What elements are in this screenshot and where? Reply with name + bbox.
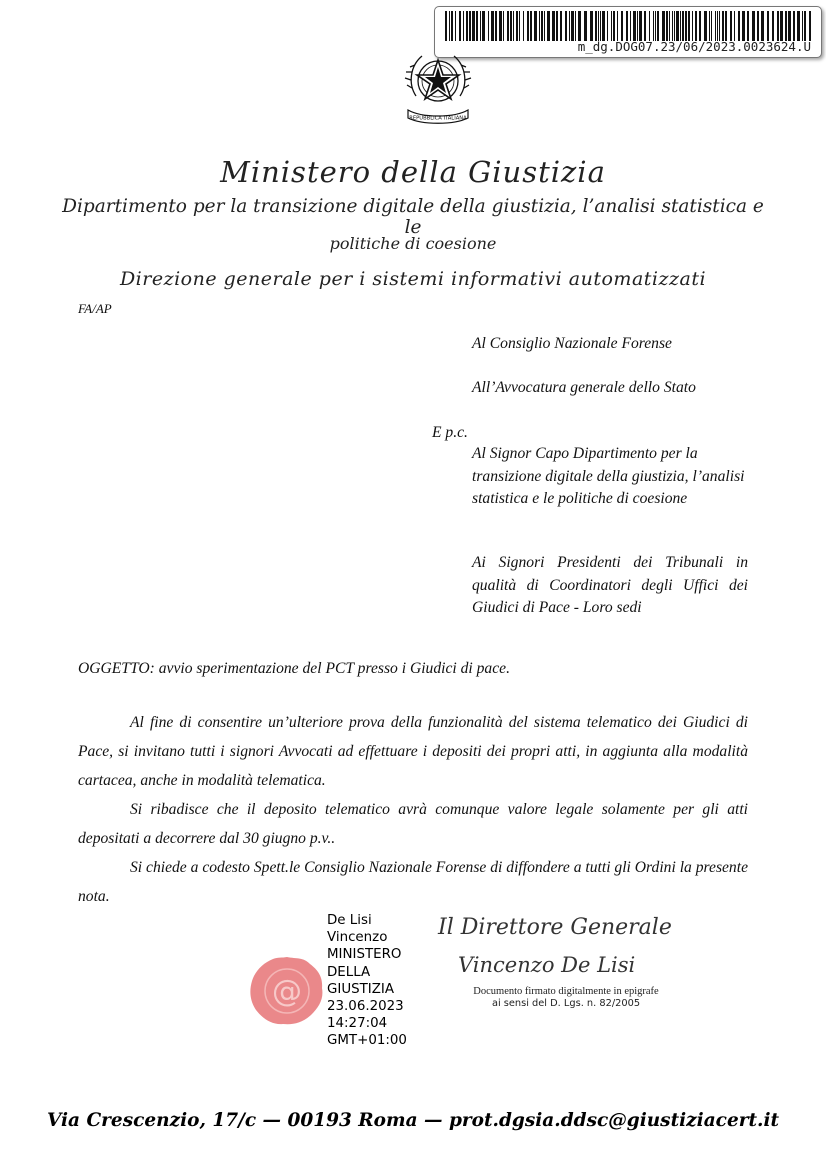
barcode-bar <box>649 11 650 41</box>
barcode-bar <box>499 11 502 41</box>
barcode-bar <box>510 11 512 41</box>
barcode-bar <box>565 11 567 41</box>
barcode-bar <box>611 11 612 41</box>
barcode-bar <box>793 11 795 41</box>
barcode-bar <box>633 11 636 41</box>
barcode-bar <box>469 11 471 41</box>
barcode-bar <box>738 11 740 41</box>
protocol-barcode-stamp <box>434 6 822 58</box>
body-paragraph-3 <box>78 853 748 911</box>
barcode-bar <box>560 11 562 41</box>
barcode-bar <box>541 11 543 41</box>
barcode-bar <box>674 11 675 41</box>
barcode-bar <box>523 11 524 41</box>
barcode-bar <box>804 11 806 41</box>
barcode-bar <box>672 11 673 41</box>
barcode-bar <box>503 11 504 41</box>
barcode-bar <box>809 11 811 41</box>
barcode-bar <box>682 11 684 41</box>
barcode-bar <box>621 11 623 41</box>
barcode-bar <box>598 11 599 41</box>
digital-signature-note-line1: Documento firmato digitalmente in epigrafe <box>473 986 659 997</box>
signature-line-1: De Lisi <box>327 913 372 928</box>
barcode-bar <box>676 11 679 41</box>
addressee-avvocatura: All’Avvocatura generale dello Stato <box>472 379 696 396</box>
addressee-cnf: Al Consiglio Nazionale Forense <box>472 335 672 352</box>
barcode-bar <box>590 11 593 41</box>
barcode-bar <box>797 11 800 41</box>
barcode-bar <box>639 11 642 41</box>
barcode-bar <box>761 11 764 41</box>
barcode-bar <box>575 11 576 41</box>
barcode-bar <box>777 11 779 41</box>
barcode-bar <box>669 11 670 41</box>
barcode-bar <box>530 11 532 41</box>
barcode-bar <box>655 11 656 41</box>
emblem-ribbon-text: REPUBBLICA ITALIANA <box>409 115 467 122</box>
department-name-line1: Dipartimento per la transizione digitale della giustizia, l’analisi statistica e le <box>62 196 764 238</box>
footer-address: Via Crescenzio, 17/c — 00193 Roma — prot.dgsia.ddsc@giustiziacert.it <box>46 1110 780 1131</box>
ministry-title: Ministero della Giustizia <box>220 155 606 189</box>
barcode-bar <box>692 11 693 41</box>
barcode-bar <box>571 11 574 41</box>
barcode-bar <box>595 11 597 41</box>
barcode-bar <box>480 11 481 41</box>
barcode-bar <box>513 11 514 41</box>
barcode-bar <box>666 11 668 41</box>
barcode-bar <box>445 11 447 41</box>
directorate-name: Direzione generale per i sistemi informativi automatizzati <box>119 268 707 290</box>
barcode-bar <box>544 11 545 41</box>
signature-line-5: GIUSTIZIA <box>327 981 395 997</box>
signature-line-4: DELLA <box>327 964 371 980</box>
barcode-bar <box>556 11 558 41</box>
signature-line-3: MINISTERO <box>327 947 402 963</box>
addressee-capo-dipartimento: Al Signor Capo Dipartimento per la transizione digitale della giustizia, l’analisi statistica e le politiche di coesione <box>472 445 745 507</box>
signature-time: 14:27:04 <box>327 1016 388 1032</box>
addressee-presidenti-tribunali: Ai Signori Presidenti dei Tribunali in qualità di Coordinatori degli Uffici dei Giudici di Pace - Loro sedi <box>472 554 748 616</box>
signatory-title: Il Direttore Generale <box>438 915 672 940</box>
body-paragraph-3-text: Si chiede a codesto Spett.le Consiglio Nazionale Forense di diffondere a tutti gli Ordini la presente nota. <box>78 859 748 905</box>
barcode-bar <box>507 11 509 41</box>
barcode-bar <box>482 11 485 41</box>
subject-line: OGGETTO: avvio sperimentazione del PCT presso i Giudici di pace. <box>78 660 510 677</box>
barcode-bar <box>644 11 646 41</box>
barcode-bar <box>637 11 638 41</box>
barcode-bar <box>488 11 489 41</box>
barcode-bar <box>772 11 774 41</box>
digital-signature-note-line2: ai sensi del D. Lgs. n. 82/2005 <box>491 998 641 1009</box>
barcode-bar <box>584 11 587 41</box>
body-paragraph-1-text: Al fine di consentire un’ulteriore prova della funzionalità del sistema telematico dei Giudici di Pace, si invitano tutti i signori Avvocati ad effettuare i depositi dei propri atti, in aggiunta alla modalità cartacea, anche in modalità telematica. <box>78 714 748 789</box>
barcode-bar <box>722 11 724 41</box>
digital-signature-seal-icon <box>247 955 327 1027</box>
barcode-bar <box>695 11 697 41</box>
barcode-bar <box>785 11 787 41</box>
department-name-line2: politiche di coesione <box>329 234 497 253</box>
barcode-bar <box>516 11 518 41</box>
barcode-bar <box>767 11 769 41</box>
barcode-bar <box>613 11 615 41</box>
seal-at-symbol: @ <box>272 974 302 1009</box>
barcode-bar <box>552 11 555 41</box>
digital-signature-note <box>440 986 692 1010</box>
barcode-bar <box>717 11 718 41</box>
republic-emblem-icon <box>402 48 474 124</box>
barcode-bar <box>534 11 537 41</box>
barcode-bar <box>626 11 628 41</box>
body-paragraph-2 <box>78 795 748 853</box>
barcode-bar <box>715 11 716 41</box>
barcode-bar <box>495 11 497 41</box>
barcode-bar <box>725 11 727 41</box>
reference-initials: FA/AP <box>78 301 112 316</box>
barcode-bar <box>685 11 687 41</box>
barcode-bar <box>466 11 468 41</box>
barcode-bar <box>734 11 735 41</box>
barcode-bar <box>709 11 710 41</box>
barcode-bar <box>578 11 581 41</box>
barcode-bar <box>699 11 701 41</box>
barcode-bar <box>519 11 520 41</box>
barcode-bar <box>719 11 720 41</box>
signatory-name: Vincenzo De Lisi <box>458 953 636 977</box>
signature-timezone: GMT+01:00 <box>327 1033 407 1049</box>
barcode-bar <box>653 11 654 41</box>
barcode-bar <box>463 11 464 41</box>
barcode-bar <box>802 11 803 41</box>
digital-signature-details <box>327 912 427 1050</box>
barcode-graphic <box>445 11 811 41</box>
barcode-bar <box>747 11 749 41</box>
barcode-bar <box>569 11 570 41</box>
signature-date: 23.06.2023 <box>327 999 404 1015</box>
barcode-bar <box>711 11 712 41</box>
barcode-bar <box>476 11 478 41</box>
protocol-number: m_dg.DOG07.23/06/2023.0023624.U <box>577 39 811 54</box>
barcode-bar <box>757 11 759 41</box>
barcode-bar <box>730 11 732 41</box>
barcode-bar <box>630 11 631 41</box>
barcode-bar <box>600 11 601 41</box>
barcode-bar <box>607 11 608 41</box>
barcode-bar <box>527 11 529 41</box>
barcode-bar <box>680 11 681 41</box>
body-paragraph-1 <box>78 708 748 795</box>
barcode-bar <box>472 11 475 41</box>
barcode-bar <box>657 11 659 41</box>
barcode-bar <box>662 11 665 41</box>
barcode-bar <box>780 11 783 41</box>
barcode-bar <box>491 11 494 41</box>
barcode-bar <box>455 11 456 41</box>
barcode-bar <box>752 11 755 41</box>
barcode-bar <box>449 11 450 41</box>
barcode-bar <box>539 11 540 41</box>
barcode-bar <box>788 11 791 41</box>
barcode-bar <box>617 11 618 41</box>
body-paragraph-2-text: Si ribadisce che il deposito telematico avrà comunque valore legale solamente per gli atti depositati a decorrere dal 30 giugno p.v.. <box>78 801 748 847</box>
barcode-bar <box>547 11 550 41</box>
barcode-bar <box>704 11 707 41</box>
barcode-bar <box>451 11 453 41</box>
barcode-bar <box>459 11 461 41</box>
barcode-bar <box>688 11 690 41</box>
signature-line-2: Vincenzo <box>327 930 388 946</box>
cc-label: E p.c. <box>432 424 468 441</box>
barcode-bar <box>602 11 605 41</box>
barcode-bar <box>742 11 745 41</box>
